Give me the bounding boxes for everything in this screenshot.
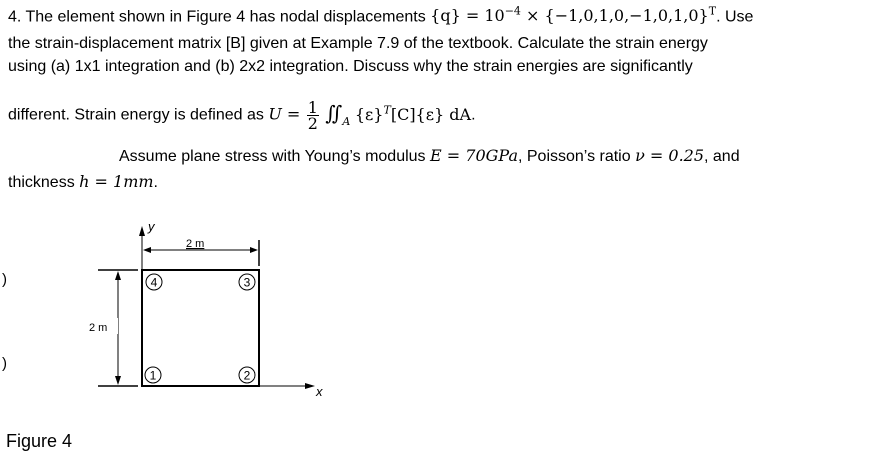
problem-line-3: using (a) 1x1 integration and (b) 2x2 integration. Discuss why the strain energies are significantly	[8, 58, 693, 75]
line5-text-c: , and	[704, 148, 740, 165]
x-axis-arrow-icon	[305, 383, 315, 389]
E-expr: E = 70GPa	[430, 146, 518, 165]
figure-caption: Figure 4	[6, 431, 73, 451]
line6-text-b: .	[153, 174, 158, 191]
margin-mark-2: )	[2, 355, 7, 372]
node-2-label: 2	[243, 368, 251, 383]
width-dim-arrow-right-icon	[250, 247, 258, 253]
q-vector-expr: $\{q\} = 10^{-4} \times \{-1,0,1,0,-1,0,1,0\}^T$	[430, 5, 717, 26]
node-2	[239, 367, 255, 383]
line1-text-a: 4. The element shown in Figure 4 has nodal displacements	[8, 8, 431, 26]
line6-text-a: thickness	[8, 174, 80, 191]
line5-text-b: , Poisson’s ratio	[517, 148, 636, 165]
margin-mark-1: )	[2, 271, 7, 288]
line5-text-a: Assume plane stress with Young’s modulus	[119, 148, 430, 165]
h-expr: h = 1mm	[79, 172, 154, 191]
x-axis-label: x	[316, 384, 323, 399]
node-1-label: 1	[149, 368, 157, 383]
height-dim-arrow-top-icon	[115, 271, 121, 280]
U-expr: U =	[268, 104, 301, 124]
node-3	[239, 274, 255, 290]
line1-text-b: . Use	[716, 8, 754, 26]
problem-line-2: the strain-displacement matrix [B] given at Example 7.9 of the textbook. Calculate the strain energy	[8, 35, 708, 52]
y-axis-arrow-icon	[139, 226, 145, 236]
line4-end: .	[471, 106, 476, 124]
line4-text-a: different. Strain energy is defined as	[8, 106, 269, 124]
height-dim-label: 2 m	[89, 322, 108, 334]
width-dim-arrow-left-icon	[143, 247, 151, 253]
node-3-label: 3	[243, 275, 251, 290]
node-4-label: 4	[150, 275, 158, 290]
node-1	[145, 367, 161, 383]
half-fraction: $\frac{1}{2}$	[307, 98, 318, 133]
node-4	[146, 274, 162, 290]
y-axis-label: y	[148, 219, 155, 234]
nu-expr: ν = 0.25	[635, 146, 705, 165]
integrand: $\{\varepsilon\}^T[C]\{\varepsilon\}$ dA	[354, 103, 472, 124]
width-dim-label: 2 m	[186, 238, 205, 250]
double-integral: $∬_A$	[325, 100, 351, 128]
height-dim-arrow-bottom-icon	[115, 376, 121, 385]
